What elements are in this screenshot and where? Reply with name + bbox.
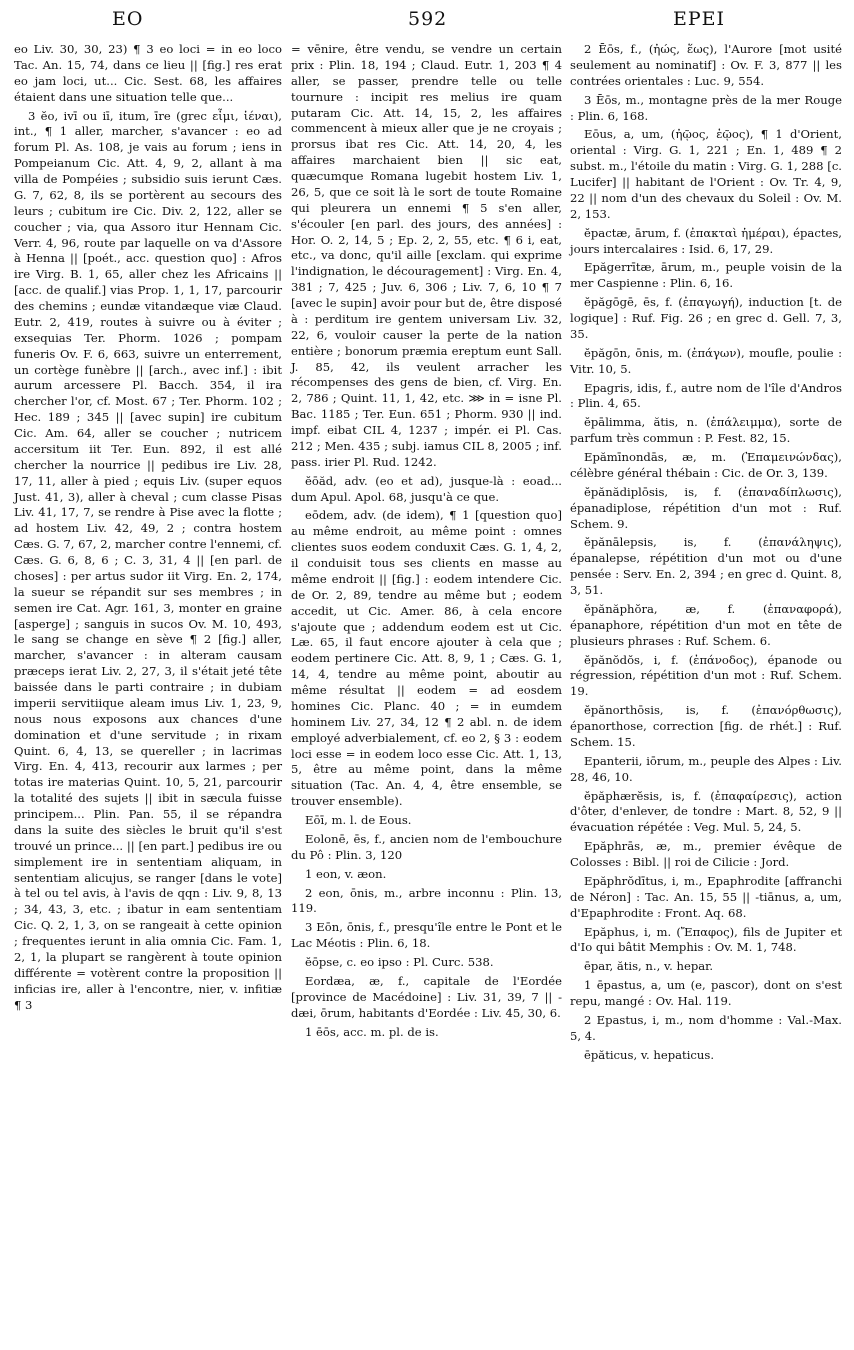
entry: 3 Eōn, ōnis, f., presqu'île entre le Pont et le Lac Méotis : Plin. 6, 18. bbox=[291, 920, 562, 951]
entry: 1 ēpastus, a, um (e, pascor), dont on s'est repu, mangé : Ov. Hal. 119. bbox=[570, 978, 842, 1008]
entry: ĕpănālepsis, is, f. (ἐπανάληψις), épanalepse, répétition d'un mot ou d'une pensée : Serv. En. 2, 394 ; en grec d. Quint. 8, 3, 51. bbox=[570, 535, 842, 597]
entry: ĕpăgōn, ōnis, m. (ἐπάγων), moufle, poulie : Vitr. 10, 5. bbox=[570, 345, 842, 376]
entry: ĕōpse, c. eo ipso : Pl. Curc. 538. bbox=[305, 955, 494, 969]
entry: Epămīnondās, æ, m. (Ἐπαμεινώνδας), célèbre général thébain : Cic. de Or. 3, 139. bbox=[570, 450, 842, 480]
entry: Epăgerrītæ, ārum, m., peuple voisin de la mer Caspienne : Plin. 6, 16. bbox=[570, 260, 842, 291]
entry: ĕpactæ, ārum, f. (ἐπακταὶ ἡμέραι), épactes, jours intercalaires : Isid. 6, 17, 29. bbox=[570, 225, 842, 256]
entry: Eōus, a, um, (ἠῷος, ἑῷος), ¶ 1 d'Orient, oriental : Virg. G. 1, 221 ; En. 1, 489 ¶ 2 subst. m., l'étoile du matin : Virg. G. 1, 288 [c. Lucifer] || habitant de l'Orient : Ov. Tr. 4, 9, 22 || nom d'un des chevaux du Soleil : Ov. M. 2, 153. bbox=[570, 127, 842, 221]
running-head-right: EPEI bbox=[673, 8, 726, 30]
entry: 2 Epastus, i, m., nom d'homme : Val.-Max. 5, 4. bbox=[570, 1012, 842, 1043]
entry: ĕpănăphŏra, æ, f. (ἐπαναφορά), épanaphore, répétition d'un mot en tête de plusieurs phrases : Ruf. Schem. 6. bbox=[570, 601, 842, 648]
entry: 3 ĕo, ivī ou iī, itum, īre (grec εἶμι, ἰέναι), int., ¶ 1 aller, marcher, s'avancer : eo ad forum Pl. As. 108, je vais au forum ; iens in Pompeianum Cic. Att. 4, 9, 2, allant à ma villa de Pompéies ; subsidio suis ierunt Cæs. G. 7, 62, 8, ils se portèrent au secours des leurs ; cubitum ire Cic. Div. 2, 122, aller se coucher ; via, qua Assoro itur Hennam Cic. Verr. 4, 96, route par laquelle on va d'Assore à Henna || [poét., acc. question quo] : Afros ire Virg. B. 1, 65, aller chez les Africains || [acc. de qualif.] vias Prop. 1, 1, 17, parcourir des chemins ; eundæ vitandæque viæ Claud. Eutr. 2, 419, routes à suivre ou à éviter ; exsequias Ter. Phorm. 1026 ; pompam funeris Ov. F. 6, 663, suivre un enterrement, un cortège funèbre || [arch., avec inf.] : ibit aurum arcessere Pl. Bacch. 354, il ira chercher l'or, cf. Most. 67 ; Ter. Phorm. 102 ; Hec. 189 ; 345 || [avec supin] ire cubitum Cic. Am. 64, aller se coucher ; nutricem accersitum iit Ter. Eun. 892, il est allé chercher la nourrice || pedibus ire Liv. 28, 17, 11, aller à pied ; equis Liv. (super equos Just. 41, 3), aller à cheval ; cum classe Pisas Liv. 41, 17, 7, se rendre à Pise avec la flotte ; ad hostem Liv. 42, 49, 2 ; contra hostem Cæs. G. 7, 67, 2, marcher contre l'ennemi, cf. Cæs. G. 6, 8, 6 ; C. 3, 31, 4 || [en parl. de choses] : per artus sudor iit Virg. En. 2, 174, la sueur se répandit sur ses membres ; in semen ire Cat. Agr. 161, 3, monter en graine [asperge] ; sanguis in sucos Ov. M. 10, 493, le sang se change en sève ¶ 2 [fig.] aller, marcher, s'avancer : in alteram causam præceps ierat Liv. 2, 27, 3, il s'était jeté tête baissée dans le parti contraire ; in dubiam imperii servitiique aleam imus Liv. 1, 23, 9, nous nous exposons aux chances d'une domination et d'une servitude ; in rixam Quint. 6, 4, 13, se quereller ; in lacrimas Virg. En. 4, 413, recourir aux larmes ; per totas ire materias Quint. 10, 5, 21, parcourir la totalité des sujets || ibit in sæcula fuisse principem... Plin. Pan. 55, il se répandra dans la suite des siècles le bruit qu'il s'est trouvé un prince... || [en part.] pedibus ire ou simplement ire in sententiam aliquam, in sententiam alicujus, se ranger [dans le vote] à tel ou tel avis, à l'avis de qqn : Liv. 9, 8, 13 ; 34, 43, 3, etc. ; ibatur in eam sententiam Cic. Q. 2, 1, 3, on se rangeait à cette opinion ; frequentes ierunt in alia omnia Cic. Fam. 1, 2, 1, la plupart se rangèrent à toute opinion différente = votèrent contre la proposition || inficias ire, aller à l'encontre, nier, v. infitiæ ¶ 3 bbox=[14, 108, 282, 1012]
entry: eōdem, adv. (de idem), ¶ 1 [question quo] au même endroit, au même point : omnes clientes suos eodem conduxit Cæs. G. 1, 4, 2, il conduisit tous ses clients en masse au même endroit || [fig.] : eodem intendere Cic. de Or. 2, 89, tendre au même but ; eodem accedit, ut Cic. Amer. 86, à cela encore s'ajoute que ; addendum eodem est ut Cic. Læ. 65, il faut encore ajouter à cela que ; eodem pertinere Cic. Att. 8, 9, 1 ; Cæs. G. 1, 14, 4, tendre au même point, aboutir au même résultat || eodem = ad eosdem homines Cic. Planc. 40 ; = in eumdem hominem Liv. 27, 34, 12 ¶ 2 abl. n. de idem employé adverbialement, cf. eo 2, § 3 : eodem loci esse = in eodem loco esse Cic. Att. 1, 13, 5, être au même point, dans la même situation (Tac. An. 4, 4, être ensemble, se trouver ensemble). bbox=[291, 508, 562, 809]
entry: ĕpănădiplōsis, is, f. (ἐπαναδίπλωσις), épanadiplose, répétition d'un mot : Ruf. Schem. 9. bbox=[570, 484, 842, 531]
column-3 bbox=[570, 42, 842, 1065]
page-number: 592 bbox=[408, 8, 448, 30]
entry: ēpar, ătis, n., v. hepar. bbox=[584, 959, 714, 974]
entry: Epăphus, i, m. (Ἔπαφος), fils de Jupiter et d'Io qui bâtit Memphis : Ov. M. 1, 748. bbox=[570, 924, 842, 955]
entry: Eordæa, æ, f., capitale de l'Eordée [province de Macédoine] : Liv. 31, 39, 7 || -dæi, ōrum, habitants d'Eordée : Liv. 45, 30, 6. bbox=[291, 973, 562, 1020]
entry: 2 Ēōs, f., (ἠώς, ἕως), l'Aurore [mot usité seulement au nominatif] : Ov. F. 3, 877 || les contrées orientales : Luc. 9, 554. bbox=[570, 42, 842, 88]
entry: Epăphrŏdītus, i, m., Epaphrodite [affranchi de Néron] : Tac. An. 15, 55 || -tiānus, a, um, d'Epaphrodite : Front. Aq. 68. bbox=[570, 873, 842, 920]
column-1 bbox=[14, 42, 282, 1014]
entry: ĕpăphærĕsis, is, f. (ἐπαφαίρεσις), action d'ôter, d'enlever, de tondre : Mart. 8, 52, 9 || évacuation répétée : Veg. Mul. 5, 24, 5. bbox=[570, 788, 842, 835]
entry: Epagris, idis, f., autre nom de l'île d'Andros : Plin. 4, 65. bbox=[570, 380, 842, 411]
entry: = vēnire, être vendu, se vendre un certain prix : Plin. 18, 194 ; Claud. Eutr. 1, 203 ¶ 4 aller, se passer, prendre telle ou telle tournure : incipit res melius ire quam putaram Cic. Att. 14, 15, 2, les affaires commencent à mieux aller que je ne croyais ; prorsus ibat res Cic. Att. 14, 20, 4, les affaires marchaient bien || sic eat, quæcumque Romana lugebit hostem Liv. 1, 26, 5, que ce soit là le sort de toute Romaine qui pleurera un ennemi ¶ 5 s'en aller, s'écouler [en parl. des jours, des années] : Hor. O. 2, 14, 5 ; Ep. 2, 2, 55, etc. ¶ 6 i, eat, etc., va donc, qu'il aille [exclam. qui exprime l'indignation, le découragement] : Virg. En. 4, 381 ; 7, 425 ; Juv. 6, 306 ; Liv. 7, 6, 10 ¶ 7 [avec le supin] avoir pour but de, être disposé à : perditum ire gentem universam Liv. 32, 22, 6, vouloir causer la perte de la nation entière ; bonorum præmia ereptum eunt Sall. J. 85, 42, ils veulent arracher les récompenses des gens de bien, cf. Virg. En. 2, 786 ; Quint. 11, 1, 42, etc. ⋙ in = isne Pl. Bac. 1185 ; Ter. Eun. 651 ; Phorm. 930 || ind. impf. eibat CIL 4, 1237 ; impér. ei Pl. Cas. 212 ; Men. 435 ; subj. iamus CIL 8, 2005 ; inf. pass. irier Pl. Rud. 1242. bbox=[291, 42, 562, 469]
entry: ĕpănorthōsis, is, f. (ἐπανόρθωσις), épanorthose, correction [fig. de rhét.] : Ruf. Schem. 15. bbox=[570, 703, 842, 749]
entry: Epanterii, iōrum, m., peuple des Alpes : Liv. 28, 46, 10. bbox=[570, 753, 842, 784]
entry: 2 eon, ōnis, m., arbre inconnu : Plin. 13, 119. bbox=[291, 885, 562, 916]
entry: 1 ēōs, acc. m. pl. de is. bbox=[305, 1024, 439, 1039]
entry: ĕpănŏdŏs, i, f. (ἐπάνοδος), épanode ou régression, répétition d'un mot : Ruf. Schem. 19. bbox=[570, 652, 842, 699]
running-head-left: EO bbox=[112, 8, 144, 30]
entry: 3 Ēōs, m., montagne près de la mer Rouge : Plin. 6, 168. bbox=[570, 92, 842, 123]
entry: ĕpālimma, ătis, n. (ἐπάλειμμα), sorte de parfum très commun : P. Fest. 82, 15. bbox=[570, 415, 842, 446]
entry: Epăphrās, æ, m., premier évêque de Colosses : Bibl. || roi de Cilicie : Jord. bbox=[570, 839, 842, 869]
entry: Eōī, m. l. de Eous. bbox=[305, 813, 412, 827]
entry: eo Liv. 30, 30, 23) ¶ 3 eo loci = in eo loco Tac. An. 15, 74, dans ce lieu || [fig.] res erat eo jam loci, ut... Cic. Sest. 68, les affaires étaient dans une situation telle que... bbox=[14, 42, 282, 104]
column-2 bbox=[291, 42, 562, 1041]
entry: Eolonē, ēs, f., ancien nom de l'embouchure du Pô : Plin. 3, 120 bbox=[291, 831, 562, 862]
entry: 1 eon, v. æon. bbox=[305, 866, 387, 881]
entry: ĕōăd, adv. (eo et ad), jusque-là : eoad... dum Apul. Apol. 68, jusqu'à ce que. bbox=[291, 473, 562, 504]
entry: ēpăticus, v. hepaticus. bbox=[584, 1047, 715, 1062]
entry: ĕpăgōgē, ēs, f. (ἐπαγωγή), induction [t. de logique] : Ruf. Fig. 26 ; en grec d. Gell. 7, 3, 35. bbox=[570, 295, 842, 341]
